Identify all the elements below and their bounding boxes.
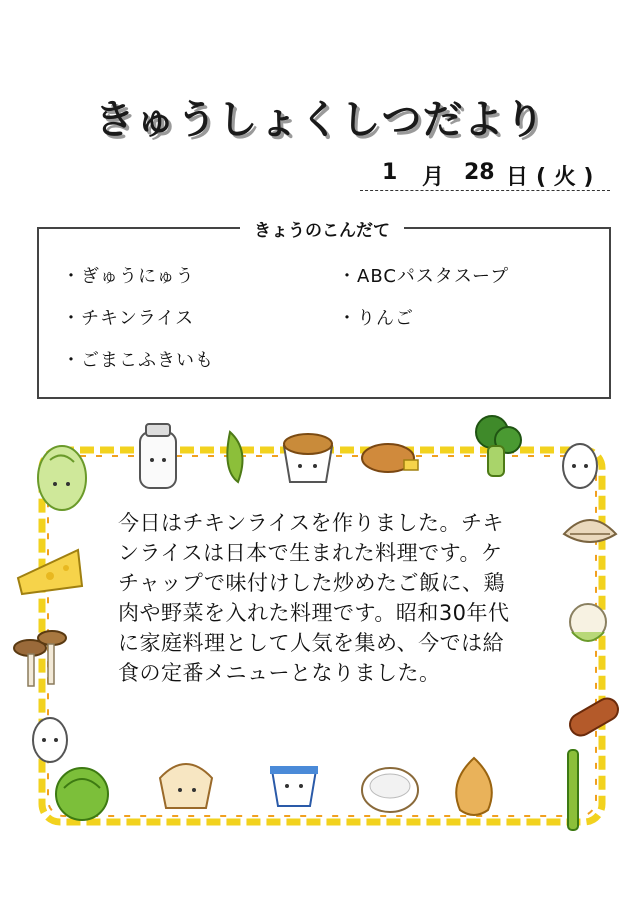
menu-item: ・ごまこふきいも xyxy=(62,350,214,371)
onion-icon xyxy=(456,758,492,815)
date-month: 1 xyxy=(382,160,398,185)
cabbage-icon xyxy=(38,446,86,510)
date-month-unit: 月 xyxy=(422,165,445,190)
cauliflower-icon xyxy=(570,604,606,641)
clam-icon xyxy=(564,520,616,542)
milk-bottle-icon xyxy=(140,424,176,488)
egg-icon xyxy=(563,444,597,488)
date-day-unit: 日 xyxy=(506,165,529,190)
newsletter-title: きゅうしょくしつだより xyxy=(94,97,546,143)
sausage-icon xyxy=(566,694,622,739)
menu-item: ・ぎゅうにゅう xyxy=(62,266,195,287)
broccoli-icon xyxy=(476,416,521,476)
yogurt-icon xyxy=(270,766,318,806)
cheese-icon xyxy=(18,550,82,594)
menu-item: ・りんご xyxy=(338,308,414,329)
toast-icon xyxy=(160,764,212,808)
egg-icon xyxy=(33,718,67,762)
date-line xyxy=(360,158,610,191)
okra-icon xyxy=(227,432,242,482)
lettuce-icon xyxy=(56,768,108,820)
rice-bowl-icon xyxy=(362,768,418,812)
menu-item: ・チキンライス xyxy=(62,308,195,329)
date-weekday: ( 火 ) xyxy=(536,165,594,190)
article-text: 今日はチキンライスを作りました。チキンライスは日本で生まれた料理です。ケチャップで味付けした炒めたご飯に、鶏肉や野菜を入れた料理です。昭和30年代に家庭料理として人気を集め、今では給食の定番メニューとなりました。 xyxy=(118,511,510,685)
menu-item: ・ABCパスタスープ xyxy=(338,266,510,287)
natto-icon xyxy=(284,434,332,482)
asparagus-icon xyxy=(568,750,578,830)
date-day: 28 xyxy=(464,160,495,185)
menu-heading: きょうのこんだて xyxy=(240,216,404,241)
